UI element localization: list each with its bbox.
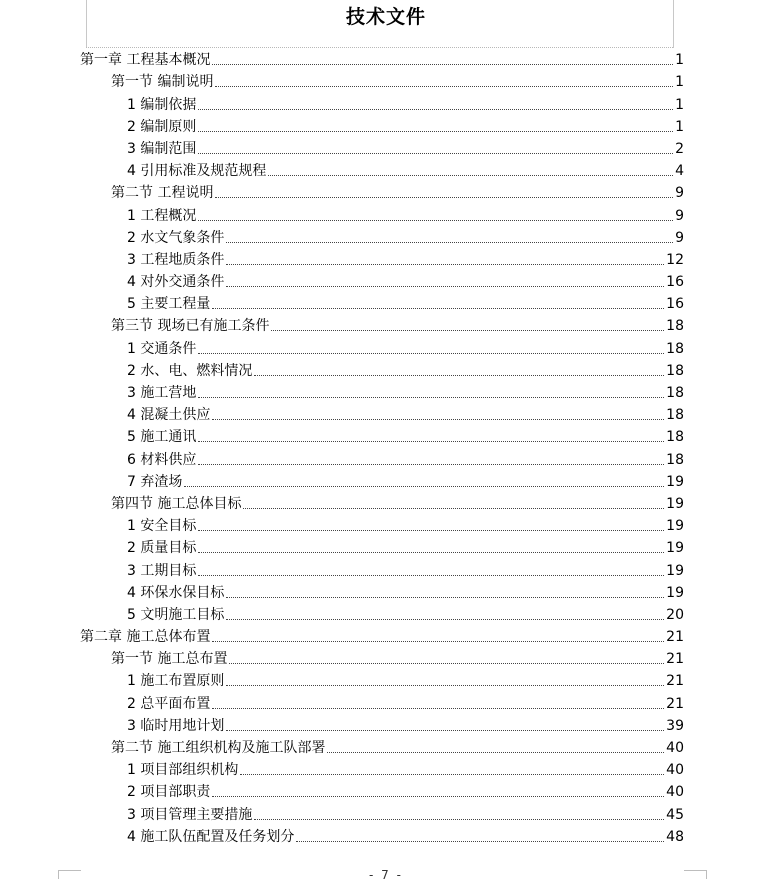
toc-entry-page-number: 18	[666, 429, 684, 446]
toc-dot-leader	[240, 774, 664, 775]
toc-entry-label: 5 文明施工目标	[127, 606, 225, 623]
toc-dot-leader	[212, 708, 664, 709]
toc-entry-label: 2 质量目标	[127, 540, 197, 557]
toc-item-entry[interactable]	[80, 713, 684, 735]
toc-dot-leader	[212, 419, 664, 420]
toc-entry-page-number: 20	[666, 606, 684, 623]
toc-item-entry[interactable]	[80, 335, 684, 357]
toc-dot-leader	[198, 109, 673, 110]
toc-section-entry[interactable]	[80, 735, 684, 757]
toc-entry-label: 2 项目部职责	[127, 784, 211, 801]
toc-section-entry[interactable]	[80, 69, 684, 91]
toc-item-entry[interactable]	[80, 757, 684, 779]
toc-entry-page-number: 21	[666, 673, 684, 690]
toc-dot-leader	[226, 286, 664, 287]
toc-entry-page-number: 19	[666, 540, 684, 557]
toc-entry-page-number: 18	[666, 385, 684, 401]
toc-item-entry[interactable]	[80, 690, 684, 712]
toc-dot-leader	[198, 220, 673, 221]
toc-entry-label: 1 项目部组织机构	[127, 762, 239, 779]
toc-dot-leader	[226, 264, 664, 265]
toc-item-entry[interactable]	[80, 535, 684, 557]
toc-entry-label: 第一节 编制说明	[111, 74, 214, 91]
toc-dot-leader	[226, 597, 664, 598]
toc-entry-page-number: 2	[675, 140, 684, 157]
toc-entry-page-number: 21	[666, 629, 684, 646]
toc-entry-page-number: 19	[666, 518, 684, 535]
toc-entry-label: 第一章 工程基本概况	[80, 52, 211, 69]
toc-item-entry[interactable]	[80, 380, 684, 402]
toc-entry-page-number: 48	[666, 828, 684, 845]
toc-dot-leader	[226, 685, 664, 686]
toc-dot-leader	[215, 197, 673, 198]
toc-item-entry[interactable]	[80, 668, 684, 690]
toc-entry-page-number: 45	[666, 806, 684, 823]
toc-dot-leader	[226, 242, 673, 243]
toc-entry-page-number: 1	[675, 52, 684, 69]
toc-item-entry[interactable]	[80, 358, 684, 380]
toc-entry-page-number: 12	[666, 251, 684, 268]
toc-entry-label: 第二章 施工总体布置	[80, 629, 211, 646]
toc-entry-label: 3 编制范围	[127, 140, 197, 157]
toc-entry-page-number: 18	[666, 318, 684, 335]
toc-dot-leader	[198, 353, 664, 354]
toc-entry-label: 3 施工营地	[127, 385, 197, 401]
toc-item-entry[interactable]	[80, 446, 684, 468]
toc-entry-page-number: 1	[675, 74, 684, 91]
toc-dot-leader	[254, 819, 664, 820]
toc-entry-label: 第三节 现场已有施工条件	[111, 318, 270, 335]
toc-entry-page-number: 16	[666, 296, 684, 313]
toc-entry-label: 2 水文气象条件	[127, 229, 225, 246]
toc-dot-leader	[327, 752, 664, 753]
toc-entry-page-number: 19	[666, 562, 684, 579]
toc-entry-label: 第二节 施工组织机构及施工队部署	[111, 740, 326, 756]
toc-entry-label: 第四节 施工总体目标	[111, 495, 242, 512]
toc-chapter-entry[interactable]	[80, 624, 684, 646]
toc-entry-label: 1 交通条件	[127, 340, 197, 357]
toc-entry-label: 4 混凝土供应	[127, 407, 211, 424]
toc-entry-label: 第一节 施工总布置	[111, 651, 228, 668]
toc-item-entry[interactable]	[80, 91, 684, 113]
toc-entry-page-number: 18	[666, 407, 684, 424]
toc-dot-leader	[184, 486, 664, 487]
toc-item-entry[interactable]	[80, 202, 684, 224]
toc-entry-label: 4 引用标准及规范规程	[127, 163, 267, 180]
toc-dot-leader	[198, 441, 664, 442]
toc-item-entry[interactable]	[80, 801, 684, 823]
toc-dot-leader	[226, 730, 664, 731]
toc-item-entry[interactable]	[80, 269, 684, 291]
toc-item-entry[interactable]	[80, 580, 684, 602]
toc-dot-leader	[226, 619, 664, 620]
toc-entry-label: 1 施工布置原则	[127, 673, 225, 690]
toc-entry-label: 5 施工通讯	[127, 429, 197, 446]
toc-entry-page-number: 39	[666, 717, 684, 734]
toc-entry-label: 第二节 工程说明	[111, 185, 214, 202]
toc-entry-page-number: 9	[675, 207, 684, 224]
toc-dot-leader	[198, 153, 673, 154]
toc-entry-label: 1 安全目标	[127, 518, 197, 535]
toc-dot-leader	[229, 663, 664, 664]
toc-entry-page-number: 1	[675, 96, 684, 113]
toc-dot-leader	[198, 131, 673, 132]
toc-entry-page-number: 19	[666, 473, 684, 490]
toc-dot-leader	[296, 841, 664, 842]
toc-item-entry[interactable]	[80, 779, 684, 801]
document-title: 技术文件	[345, 6, 426, 28]
toc-entry-label: 3 工期目标	[127, 562, 197, 579]
toc-dot-leader	[198, 530, 664, 531]
toc-entry-page-number: 21	[666, 695, 684, 712]
toc-entry-label: 1 工程概况	[127, 207, 197, 224]
table-of-contents	[80, 47, 684, 846]
toc-item-entry[interactable]	[80, 824, 684, 846]
toc-entry-page-number: 19	[666, 584, 684, 601]
toc-section-entry[interactable]	[80, 313, 684, 335]
toc-entry-label: 2 编制原则	[127, 118, 197, 135]
toc-entry-label: 1 编制依据	[127, 96, 197, 113]
toc-entry-label: 6 材料供应	[127, 451, 197, 468]
toc-entry-label: 2 水、电、燃料情况	[127, 362, 253, 379]
toc-entry-page-number: 40	[666, 762, 684, 779]
toc-entry-page-number: 40	[666, 740, 684, 756]
toc-entry-page-number: 40	[666, 784, 684, 801]
toc-entry-page-number: 18	[666, 451, 684, 468]
toc-item-entry[interactable]	[80, 513, 684, 535]
toc-item-entry[interactable]	[80, 225, 684, 247]
toc-entry-page-number: 1	[675, 118, 684, 135]
toc-dot-leader	[243, 508, 664, 509]
toc-entry-page-number: 9	[675, 229, 684, 246]
toc-dot-leader	[198, 464, 664, 465]
toc-entry-label: 3 工程地质条件	[127, 251, 225, 268]
toc-item-entry[interactable]	[80, 114, 684, 136]
toc-item-entry[interactable]	[80, 557, 684, 579]
toc-entry-label: 4 环保水保目标	[127, 584, 225, 601]
toc-entry-page-number: 19	[666, 495, 684, 512]
toc-dot-leader	[212, 64, 673, 65]
toc-item-entry[interactable]	[80, 402, 684, 424]
toc-section-entry[interactable]	[80, 180, 684, 202]
toc-dot-leader	[271, 330, 664, 331]
toc-item-entry[interactable]	[80, 602, 684, 624]
toc-dot-leader	[212, 641, 664, 642]
toc-entry-label: 3 临时用地计划	[127, 717, 225, 734]
toc-entry-page-number: 16	[666, 274, 684, 291]
toc-dot-leader	[215, 86, 673, 87]
toc-entry-page-number: 18	[666, 362, 684, 379]
toc-section-entry[interactable]	[80, 491, 684, 513]
toc-entry-label: 4 对外交通条件	[127, 274, 225, 291]
toc-dot-leader	[198, 397, 664, 398]
toc-entry-page-number: 9	[675, 185, 684, 202]
toc-dot-leader	[268, 175, 673, 176]
toc-section-entry[interactable]	[80, 646, 684, 668]
page-number: - 7 -	[369, 868, 403, 879]
toc-item-entry[interactable]	[80, 136, 684, 158]
toc-entry-label: 5 主要工程量	[127, 296, 211, 313]
toc-dot-leader	[254, 375, 664, 376]
toc-entry-page-number: 21	[666, 651, 684, 668]
toc-dot-leader	[198, 552, 664, 553]
toc-item-entry[interactable]	[80, 247, 684, 269]
toc-entry-page-number: 18	[666, 340, 684, 357]
toc-entry-label: 7 弃渣场	[127, 473, 183, 490]
toc-chapter-entry[interactable]	[80, 47, 684, 69]
toc-item-entry[interactable]	[80, 469, 684, 491]
toc-entry-page-number: 4	[675, 163, 684, 180]
toc-entry-label: 4 施工队伍配置及任务划分	[127, 828, 295, 845]
toc-entry-label: 3 项目管理主要措施	[127, 806, 253, 823]
toc-item-entry[interactable]	[80, 158, 684, 180]
toc-entry-label: 2 总平面布置	[127, 695, 211, 712]
toc-dot-leader	[212, 796, 664, 797]
toc-item-entry[interactable]	[80, 291, 684, 313]
toc-dot-leader	[198, 575, 664, 576]
toc-item-entry[interactable]	[80, 424, 684, 446]
toc-dot-leader	[212, 308, 664, 309]
